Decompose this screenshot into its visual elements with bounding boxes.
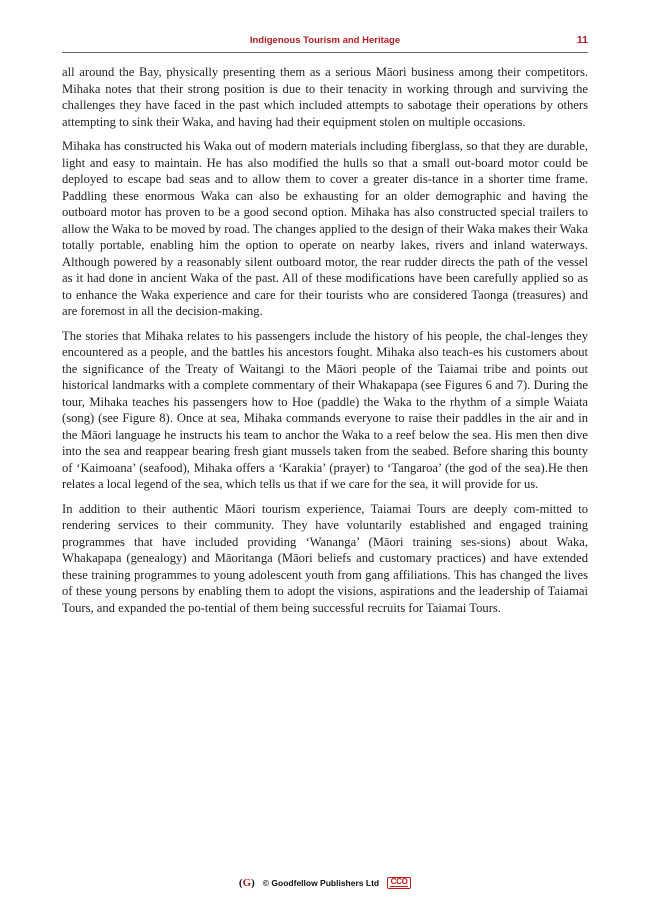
- page-footer: [0, 875, 650, 891]
- goodfellow-logo-icon: (G): [238, 877, 255, 889]
- page-number: 11: [576, 34, 588, 46]
- copyright-notice: © Goodfellow Publishers Ltd: [262, 878, 380, 888]
- paragraph-1: all around the Bay, physically presenting them as a serious Māori business among their competitors. Mihaka notes that their strong position is due to their tenacity in working through and surviving the challenges they have faced in the past which included attempts to sabotage their operations by others attempting to sink their Waka, and having had their equipment stolen on multiple occasions.: [62, 65, 588, 129]
- paragraph-4: In addition to their authentic Māori tourism experience, Taiamai Tours are deeply com-mitted to rendering services to their community. They have voluntarily established and engaged training programmes that have included providing ‘Wananga’ (Māori training ses-sions) about Waka, Whakapapa (genealogy) and Māoritanga (Māori beliefs and customary practices) and have extended these training programmes to young adolescent youth from gang affiliations. This has changed the lives of these young persons by enabling them to adopt the visions, aspirations and the leadership of Taiamai Tours, and expanded the po-tential of them being successful recruits for Taiamai Tours.: [62, 501, 588, 615]
- running-header: [62, 30, 588, 53]
- running-title: Indigenous Tourism and Heritage: [249, 35, 401, 46]
- paragraph-3: The stories that Mihaka relates to his passengers include the history of his people, the chal-lenges they encountered as a people, and the battles his ancestors fought. Mihaka also teach-es his customers about the significance of the Treaty of Waitangi to the Māori people of the Taiamai tribe and points out historical landmarks with a complete commentary of their Whakapapa (see Figures 6 and 7). During the tour, Mihaka teaches his passengers how to Hoe (paddle) the Waka to the rhythm of a simple Waiata (song) (see Figure 8). Once at sea, Mihaka commands everyone to raise their paddles in the air and in the Māori language he instructs his team to anchor the Waka to a reef below the sea. His men then dive into the sea and reappear bearing fresh giant mussels taken from the seabed. Before sharing this bounty of ‘Kaimoana’ (seafood), Mihaka offers a ‘Karakia’ (prayer) to ‘Tangaroa’ (the god of the sea).He then relates a local legend of the sea, which tells us that if we care for the sea, it will provide for us.: [62, 328, 588, 491]
- body-text: [62, 64, 588, 624]
- cco-logo-icon: CCO: [387, 877, 411, 889]
- paragraph-2: Mihaka has constructed his Waka out of modern materials including fiberglass, so that they are durable, light and easy to maintain. He has also modified the hulls so that a small out-board motor could be deployed to escape bad seas and to allow them to cover a greater dis-tance in a shorter time frame. Paddling these enormous Waka can also be exhausting for an older demographic and having the outboard motor has proven to be a good second option. Mihaka has also constructed special trailers to allow the Waka to be moved by road. The changes applied to the design of their Waka makes their Waka totally portable, enabling him the option to operate on nearby lakes, rivers and inland waterways. Although powered by a reasonably silent outboard motor, the rear rudder directs the path of the vessel as it had done in ancient Waka of the past. All of these modifications have been carefully applied so as to enhance the Waka experience and care for their tourists who are considered Taonga (treasures) and are foremost in all the decision-making.: [62, 139, 588, 318]
